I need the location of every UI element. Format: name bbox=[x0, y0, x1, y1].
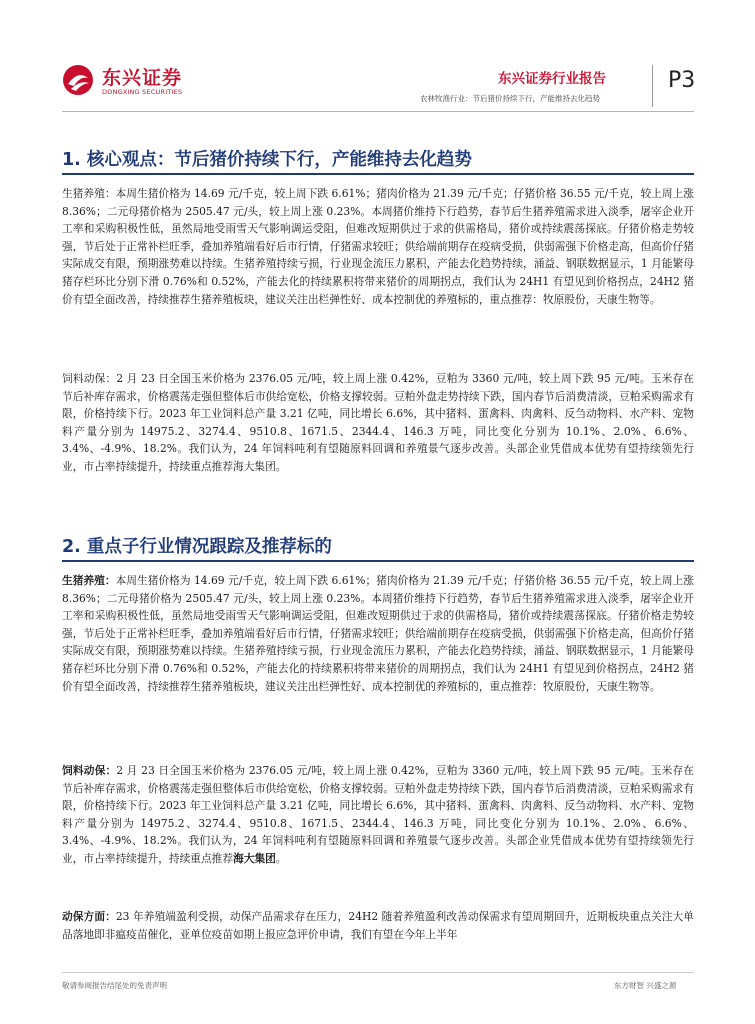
paragraph-body-feed: 2 月 23 日全国玉米价格为 2376.05 元/吨，较上周上涨 0.42%，豆粕为 3360 元/吨，较上周下跌 95 元/吨。玉米存在节后补库存需求，价格震荡走强但整体后市供给宽松，价格支撑较弱。豆粕外盘走势持续下跌，国内春节后消费清淡，豆粕采购需求有限，价格持续下行。2023 年工业饲料总产量 3.21 亿吨，同比增长 6.6%，其中猪料、蛋禽料、肉禽料、反刍动物料、水产料、宠物料产量分别为 14975.2、3274.4、9510.8、1671.5、2344.4、146.3 万吨，同比变化分别为 10.1%、2.0%、6.6%、3.4%、-4.9%、18.2%。我们认为，24 年饲料吨利有望随原料回调和养殖景气逐步改善。头部企业凭借成本优势有望持续领先行业，市占率持续提升，持续重点推荐 bbox=[62, 764, 694, 865]
paragraph-body-vet: 23 年养殖端盈利受损，动保产品需求存在压力，24H2 随着养殖盈利改善动保需求有望周期回升，近期板块重点关注大单品落地即非瘟疫苗催化，亚单位疫苗如期上报应急评价申请，我们有望在今年上半年 bbox=[62, 910, 694, 941]
section-2-heading: 2. 重点子行业情况跟踪及推荐标的 bbox=[62, 537, 332, 557]
logo-mark-icon bbox=[62, 64, 94, 96]
section-2-rule bbox=[62, 560, 694, 562]
logo-subtext: DONGXING SECURITIES bbox=[102, 88, 183, 96]
report-title: 东兴证券行业报告 bbox=[498, 71, 606, 87]
section-2-paragraph-feed bbox=[62, 762, 694, 868]
company-logo bbox=[62, 64, 182, 100]
footer-slogan: 东方财智 兴盛之源 bbox=[614, 981, 677, 990]
page-header bbox=[0, 0, 755, 120]
footer-disclaimer: 敬请参阅报告结尾处的免责声明 bbox=[62, 981, 167, 990]
paragraph-lead-feed: 饲料动保： bbox=[62, 764, 117, 777]
section-2-paragraph-vet bbox=[62, 908, 694, 943]
paragraph-body-pig: 本周生猪价格为 14.69 元/千克，较上周下跌 6.61%；猪肉价格为 21.39 元/千克；仔猪价格 36.55 元/千克，较上周上涨 8.36%；二元母猪价格为 2505.47 元/头，较上周上涨 0.23%。本周猪价维持下行趋势，春节后生猪养殖需求进入淡季，屠宰企业开工率和采购积极性低，虽然局地受雨雪天气影响调运受阻，但难改短期供过于求的供需格局，猪价或持续震荡探底。仔猪价格走势较强，节后处于正常补栏旺季，叠加养殖端看好后市行情，仔猪需求较旺；供给端前期存在疫病受损，供弱需强下价格走高，但高价仔猪实际成交有限，预期涨势难以持续。生猪养殖持续亏损，行业现金流压力累积，产能去化趋势持续，涌益、钢联数据显示，1 月能繁母猪存栏环比分别下滑 0.76%和 0.52%，产能去化的持续累积将带来猪价的周期拐点，我们认为 24H1 有望见到价格拐点，24H2 猪价有望全面改善，持续推荐生猪养殖板块，建议关注出栏弹性好、成本控制优的养殖标的，重点推荐：牧原股份，天康生物等。 bbox=[62, 574, 694, 693]
section-2-paragraph-pig bbox=[62, 572, 694, 695]
section-1-paragraph-feed: 饲料动保：2 月 23 日全国玉米价格为 2376.05 元/吨，较上周上涨 0.42%，豆粕为 3360 元/吨，较上周下跌 95 元/吨。玉米存在节后补库存需求，价格震荡走强但整体后市供给宽松，价格支撑较弱。豆粕外盘走势持续下跌，国内春节后消费清淡，豆粕采购需求有限，价格持续下行。2023 年工业饲料总产量 3.21 亿吨，同比增长 6.6%，其中猪料、蛋禽料、肉禽料、反刍动物料、水产料、宠物料产量分别为 14975.2、3274.4、9510.8、1671.5、2344.4、146.3 万吨，同比变化分别为 10.1%、2.0%、6.6%、3.4%、-4.9%、18.2%。我们认为，24 年饲料吨利有望随原料回调和养殖景气逐步改善。头部企业凭借成本优势有望持续领先行业，市占率持续提升，持续重点推荐海大集团。 bbox=[62, 372, 694, 473]
section-1-rule bbox=[62, 173, 694, 175]
paragraph-lead-pig: 生猪养殖： bbox=[62, 574, 116, 587]
paragraph-end-feed: 。 bbox=[275, 851, 287, 865]
section-1-heading: 1. 核心观点：节后猪价持续下行，产能维持去化趋势 bbox=[62, 150, 472, 170]
logo-text: 东兴证券 bbox=[102, 67, 183, 89]
header-rule bbox=[62, 111, 694, 112]
report-subtitle: 农林牧渔行业：节后猪价持续下行，产能维持去化趋势 bbox=[420, 94, 600, 103]
footer-rule bbox=[62, 972, 694, 973]
page-number: P3 bbox=[668, 68, 696, 93]
recommended-stock: 海大集团 bbox=[233, 851, 276, 865]
header-divider bbox=[652, 65, 653, 107]
paragraph-lead-vet: 动保方面： bbox=[62, 910, 116, 923]
section-1-paragraph-pig: 生猪养殖：本周生猪价格为 14.69 元/千克，较上周下跌 6.61%；猪肉价格为 21.39 元/千克；仔猪价格 36.55 元/千克，较上周上涨 8.36%；二元母猪价格为 2505.47 元/头，较上周上涨 0.23%。本周猪价维持下行趋势，春节后生猪养殖需求进入淡季，屠宰企业开工率和采购积极性低，虽然局地受雨雪天气影响调运受阻，但难改短期供过于求的供需格局，猪价或持续震荡探底。仔猪价格走势较强，节后处于正常补栏旺季，叠加养殖端看好后市行情，仔猪需求较旺；供给端前期存在疫病受损，供弱需强下价格走高，但高价仔猪实际成交有限，预期涨势难以持续。生猪养殖持续亏损，行业现金流压力累积，产能去化趋势持续，涌益、钢联数据显示，1 月能繁母猪存栏环比分别下滑 0.76%和 0.52%，产能去化的持续累积将带来猪价的周期拐点，我们认为 24H1 有望见到价格拐点，24H2 猪价有望全面改善，持续推荐生猪养殖板块，建议关注出栏弹性好、成本控制优的养殖标的，重点推荐：牧原股份，天康生物等。 bbox=[62, 187, 694, 306]
